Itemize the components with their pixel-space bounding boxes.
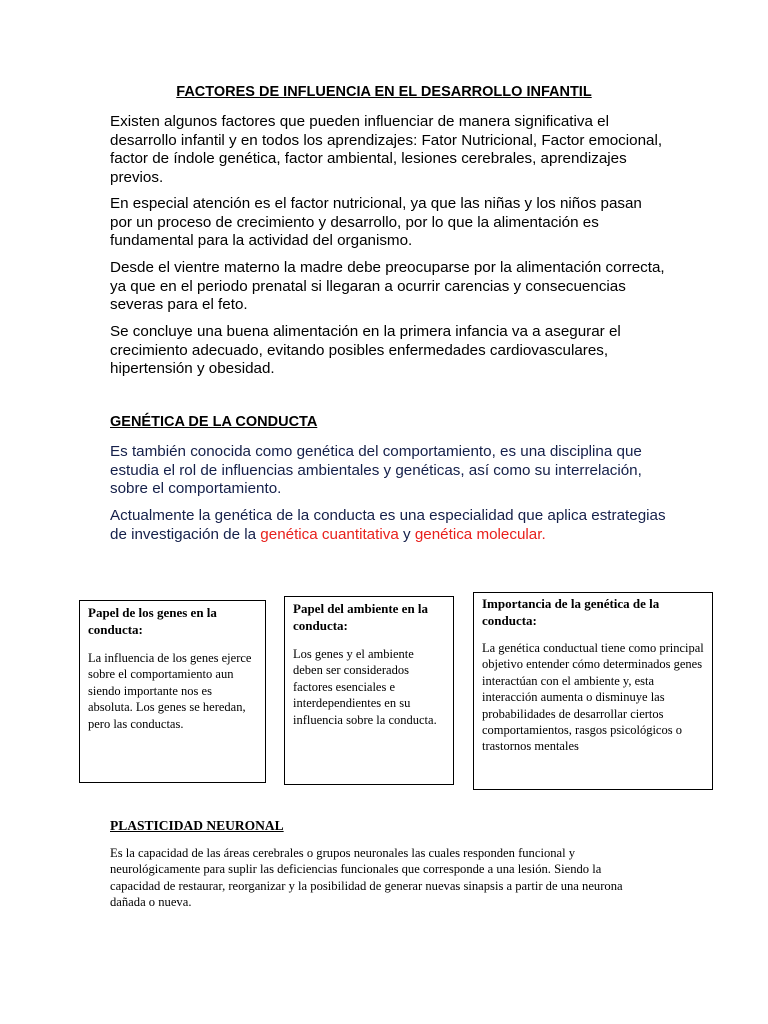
connector-text: y	[398, 525, 415, 543]
paragraph-factores: Existen algunos factores que pueden influenciar de manera significativa el desarrollo infantil y en todos los aprendizajes: Fator Nutricional, Factor emocional, factor de índole genética, factor ambiental, lesiones cerebrales, aprendizajes previos.	[110, 113, 663, 186]
box-papel-genes	[79, 600, 266, 783]
box-text: La genética conductual tiene como principal objetivo entender cómo determinados genes interactúan con el ambiente y, esta interacción aumenta o disminuye las probabilidades de desarrollar ciertos comportamientos, rasgos psicológicos o trastornos mentales	[482, 641, 704, 754]
paragraph-genetica-especialidad	[110, 507, 666, 544]
paragraph-nutricional: En especial atención es el factor nutricional, ya que las niñas y los niños pasan por un proceso de crecimiento y desarrollo, por lo que la alimentación es fundamental para la actividad del organismo.	[110, 195, 642, 249]
box-importancia-genetica	[473, 592, 713, 790]
box-text: Los genes y el ambiente deben ser considerados factores esenciales e interdependientes en su influencia sobre la conducta.	[293, 647, 437, 727]
box-papel-ambiente	[284, 596, 454, 785]
highlight-genetica-cuantitativa: genética cuantitativa	[260, 525, 399, 543]
paragraph-plasticidad: Es la capacidad de las áreas cerebrales o grupos neuronales las cuales responden funcional y neurológicamente para suplir las deficiencias funcionales que corresponde a una lesión. Siendo la capacidad de restaurar, reorganizar y la posibilidad de generar nuevas sinapsis a partir de una neurona dañada o nueva.	[110, 846, 623, 910]
document-title: FACTORES DE INFLUENCIA EN EL DESARROLLO INFANTIL	[176, 84, 592, 100]
highlight-genetica-molecular: genética molecular.	[414, 525, 546, 543]
paragraph-genetica-definicion: Es también conocida como genética del comportamiento, es una disciplina que estudia el rol de influencias ambientales y genéticas, así como su interrelación, sobre el comportamiento.	[110, 443, 642, 497]
box-heading: Papel del ambiente en la conducta:	[293, 601, 429, 633]
section-heading-plasticidad: PLASTICIDAD NEURONAL	[110, 818, 284, 833]
paragraph-genetica-text: Actualmente la genética de la conducta es una especialidad que aplica estrategias de investigación de la	[110, 507, 666, 543]
section-heading-genetica: GENÉTICA DE LA CONDUCTA	[110, 414, 318, 430]
paragraph-conclusion: Se concluye una buena alimentación en la primera infancia va a asegurar el crecimiento adecuado, evitando posibles enfermedades cardiovasculares, hipertensión y obesidad.	[110, 323, 621, 377]
paragraph-vientre-materno: Desde el vientre materno la madre debe preocuparse por la alimentación correcta, ya que en el periodo prenatal si llegaran a ocurrir carencias y consecuencias severas para el feto.	[110, 259, 665, 313]
box-heading: Importancia de la genética de la conducta:	[482, 596, 660, 628]
box-text: La influencia de los genes ejerce sobre el comportamiento aun siendo importante nos es absoluta. Los genes se heredan, pero las conductas.	[88, 651, 252, 731]
box-heading: Papel de los genes en la conducta:	[88, 605, 217, 637]
